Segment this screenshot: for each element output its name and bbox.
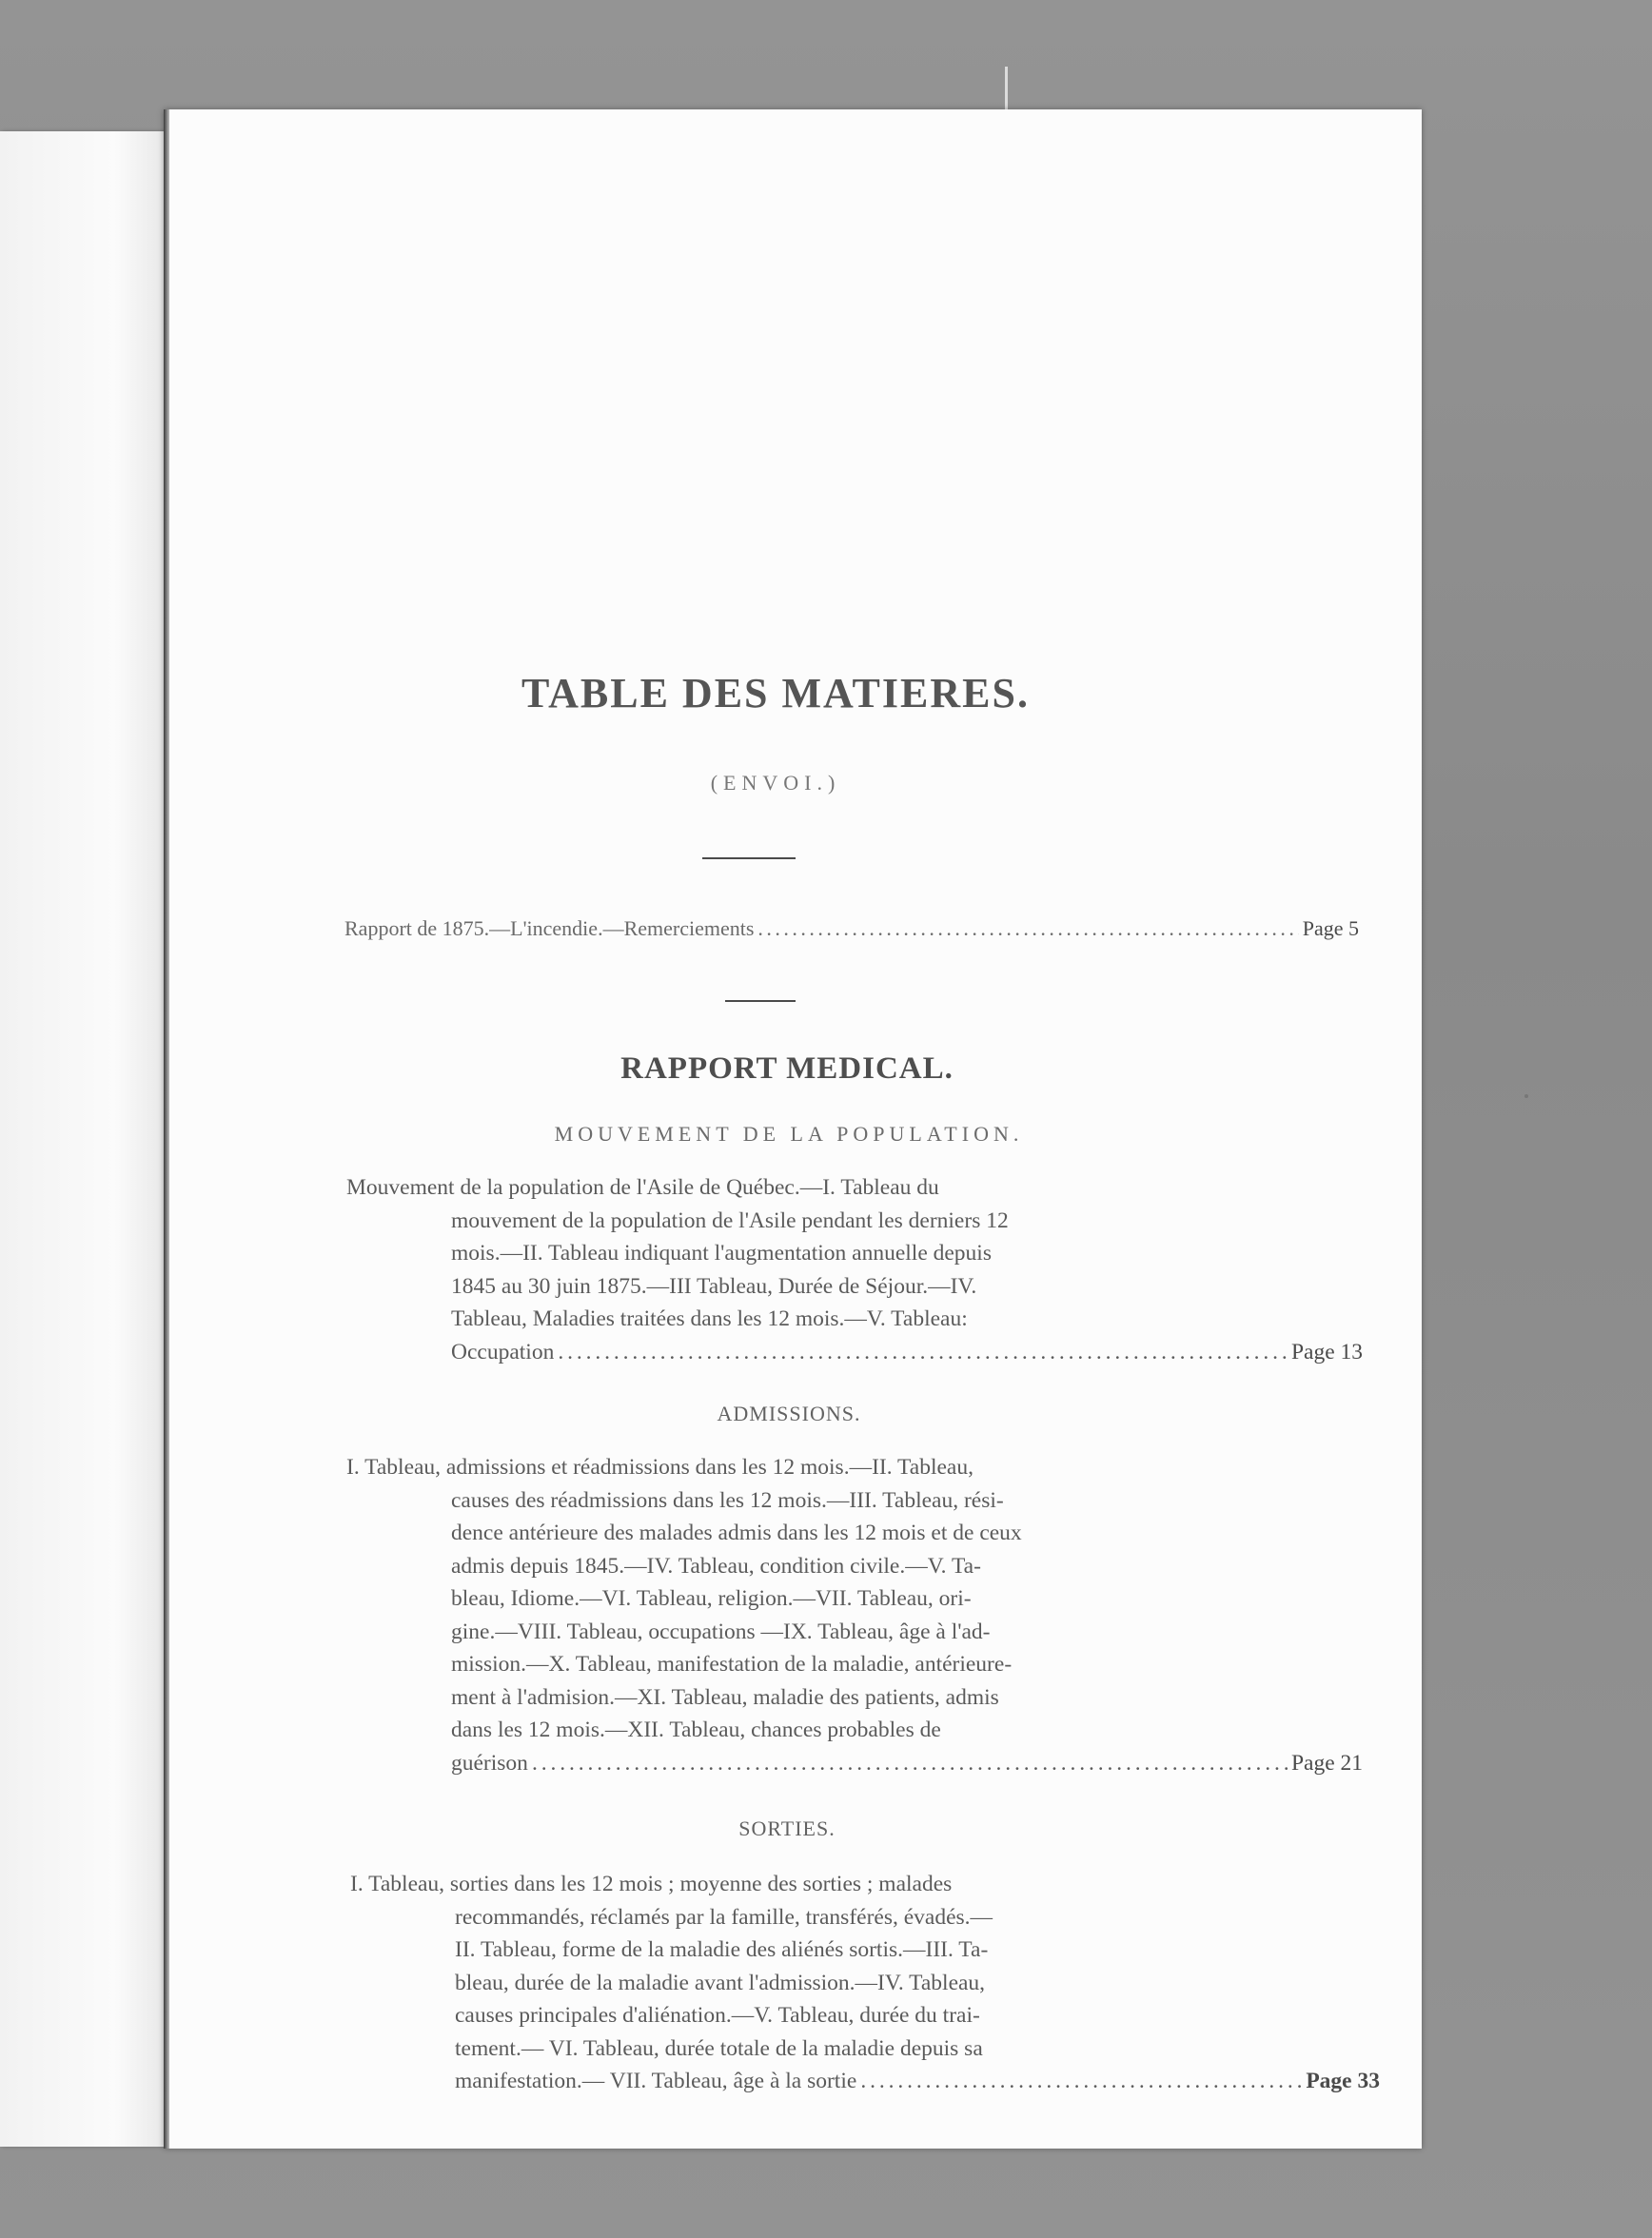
- scan-artifact-mark: [1005, 67, 1008, 112]
- document-page: [164, 109, 1422, 2149]
- entry-line: gine.—VIII. Tableau, occupations —IX. Tableau, âge à l'ad-: [451, 1619, 991, 1644]
- entry-line: ment à l'admision.—XI. Tableau, maladie des patients, admis: [451, 1684, 999, 1710]
- entry-line: bleau, Idiome.—VI. Tableau, religion.—VII. Tableau, ori-: [451, 1586, 972, 1611]
- toc-entry-population: [346, 1171, 1363, 1368]
- facing-page-edge: [0, 131, 164, 2147]
- entry-line: guérison: [451, 1750, 528, 1776]
- dot-leader: [757, 916, 1298, 941]
- subsection-heading-sorties: SORTIES.: [738, 1816, 836, 1840]
- page-number: Page 13: [1290, 1339, 1363, 1364]
- entry-line: I. Tableau, admissions et réadmissions dans les 12 mois.—II. Tableau,: [346, 1455, 974, 1480]
- entry-line: 1845 au 30 juin 1875.—III Tableau, Durée de Séjour.—IV.: [451, 1273, 977, 1299]
- divider: [702, 857, 796, 859]
- divider: [725, 1000, 796, 1002]
- entry-line: causes principales d'aliénation.—V. Tableau, durée du trai-: [455, 2003, 980, 2028]
- entry-line: causes des réadmissions dans les 12 mois.—III. Tableau, rési-: [451, 1487, 1004, 1513]
- table-of-contents: [164, 109, 1422, 2149]
- entry-line: mouvement de la population de l'Asile pendant les derniers 12: [451, 1207, 1009, 1233]
- page-number: Page 33: [1306, 2069, 1380, 2093]
- entry-last-line: [451, 1747, 1363, 1780]
- entry-line: Mouvement de la population de l'Asile de Québec.—I. Tableau du: [346, 1175, 939, 1200]
- entry-line: mois.—II. Tableau indiquant l'augmentation annuelle depuis: [451, 1241, 992, 1266]
- envoi-subtitle: (ENVOI.): [710, 771, 841, 795]
- scan-speck: [1524, 1094, 1528, 1098]
- entry-line: II. Tableau, forme de la maladie des aliénés sortis.—III. Ta-: [455, 1937, 989, 1962]
- page-number: Page 5: [1302, 916, 1359, 940]
- section-heading: RAPPORT MEDICAL.: [620, 1051, 954, 1086]
- entry-line: manifestation.— VII. Tableau, âge à la sortie: [455, 2069, 857, 2093]
- toc-entry-text: Rapport de 1875.—L'incendie.—Remerciements: [344, 916, 755, 940]
- subsection-heading-admissions: ADMISSIONS.: [717, 1402, 861, 1425]
- dot-leader: [558, 1336, 1288, 1369]
- toc-entry-admissions: [346, 1451, 1363, 1779]
- entry-line: mission.—X. Tableau, manifestation de la maladie, antérieure-: [451, 1652, 1013, 1677]
- dot-leader: [532, 1747, 1288, 1780]
- entry-line: dence antérieure des malades admis dans les 12 mois et de ceux: [451, 1521, 1022, 1545]
- entry-line: admis depuis 1845.—IV. Tableau, condition civile.—V. Ta-: [451, 1553, 981, 1579]
- page-number: Page 21: [1290, 1750, 1363, 1776]
- entry-line: tement.— VI. Tableau, durée totale de la maladie depuis sa: [455, 2035, 983, 2061]
- entry-line: recommandés, réclamés par la famille, transférés, évadés.—: [455, 1904, 993, 1930]
- subsection-heading-population: MOUVEMENT DE LA POPULATION.: [554, 1122, 1024, 1146]
- entry-line: Occupation: [451, 1339, 555, 1364]
- entry-line: dans les 12 mois.—XII. Tableau, chances probables de: [451, 1718, 941, 1742]
- page-title: TABLE DES MATIERES.: [521, 670, 1030, 717]
- entry-line: Tableau, Maladies traitées dans les 12 mois.—V. Tableau:: [451, 1306, 968, 1331]
- toc-entry-envoi: [344, 916, 1359, 941]
- entry-line: I. Tableau, sorties dans les 12 mois ; moyenne des sorties ; malades: [350, 1872, 953, 1896]
- toc-entry-sorties: [350, 1868, 1380, 2098]
- entry-last-line: [455, 2065, 1380, 2098]
- entry-line: bleau, durée de la maladie avant l'admission.—IV. Tableau,: [455, 1970, 986, 1995]
- dot-leader: [860, 2065, 1302, 2098]
- entry-last-line: [451, 1336, 1363, 1369]
